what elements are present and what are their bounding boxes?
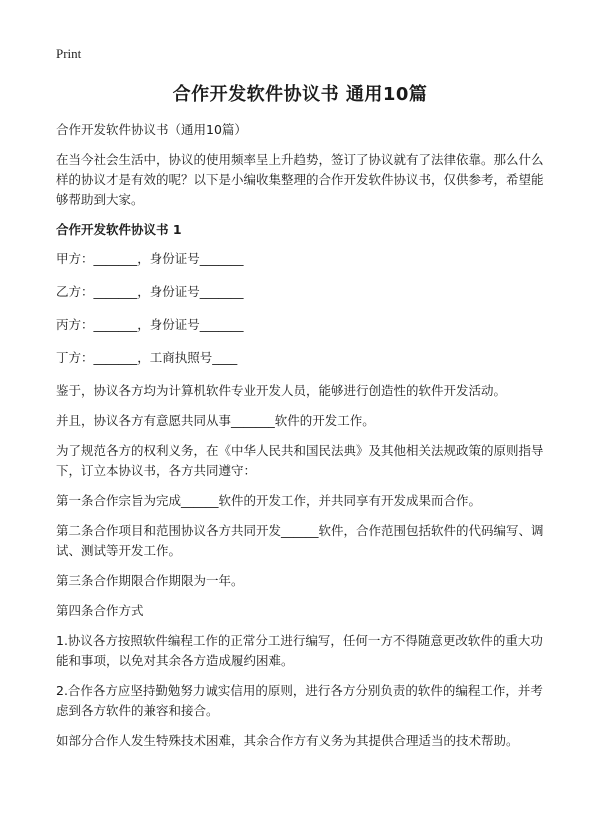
paragraph-intent: 并且，协议各方有意愿共同从事_______软件的开发工作。	[56, 413, 375, 428]
paragraph-principles: 为了规范各方的权利义务，在《中华人民共和国民法典》及其他相关法规政策的原则指导下，订立本协议书，各方共同遵守：	[56, 443, 544, 478]
article-4-item-1: 1.协议各方按照软件编程工作的正常分工进行编写，任何一方不得随意更改软件的重大功能和事项，以免对其余各方造成履约困难。	[56, 633, 543, 668]
section-heading: 合作开发软件协议书 1	[56, 222, 182, 237]
party-line-c: 丙方：_______，身份证号_______	[56, 317, 244, 332]
document-body	[56, 120, 550, 761]
article-3: 第三条合作期限合作期限为一年。	[56, 573, 244, 588]
article-2: 第二条合作项目和范围协议各方共同开发______软件，合作范围包括软件的代码编写、调试、测试等开发工作。	[56, 523, 544, 558]
article-1: 第一条合作宗旨为完成______软件的开发工作，并共同享有开发成果而合作。	[56, 493, 482, 508]
article-4-note: 如部分合作人发生特殊技术困难，其余合作方有义务为其提供合理适当的技术帮助。	[56, 733, 519, 748]
article-4-heading: 第四条合作方式	[56, 603, 144, 618]
document-subtitle: 合作开发软件协议书（通用10篇）	[56, 122, 247, 137]
article-4-item-2: 2.合作各方应坚持勤勉努力诚实信用的原则，进行各方分别负责的软件的编程工作，并考虑到各方软件的兼容和接合。	[56, 683, 543, 718]
party-line-a: 甲方：_______，身份证号_______	[56, 251, 244, 266]
party-line-d: 丁方：_______，工商执照号____	[56, 350, 238, 365]
intro-paragraph: 在当今社会生活中，协议的使用频率呈上升趋势，签订了协议就有了法律依靠。那么什么样的协议才是有效的呢？以下是小编收集整理的合作开发软件协议书，仅供参考，希望能够帮助到大家。	[56, 152, 544, 207]
paragraph-whereas: 鉴于，协议各方均为计算机软件专业开发人员，能够进行创造性的软件开发活动。	[56, 383, 507, 398]
document-title: 合作开发软件协议书 通用10篇	[172, 84, 428, 105]
print-label: Print	[56, 46, 82, 61]
party-line-b: 乙方：_______，身份证号_______	[56, 284, 244, 299]
